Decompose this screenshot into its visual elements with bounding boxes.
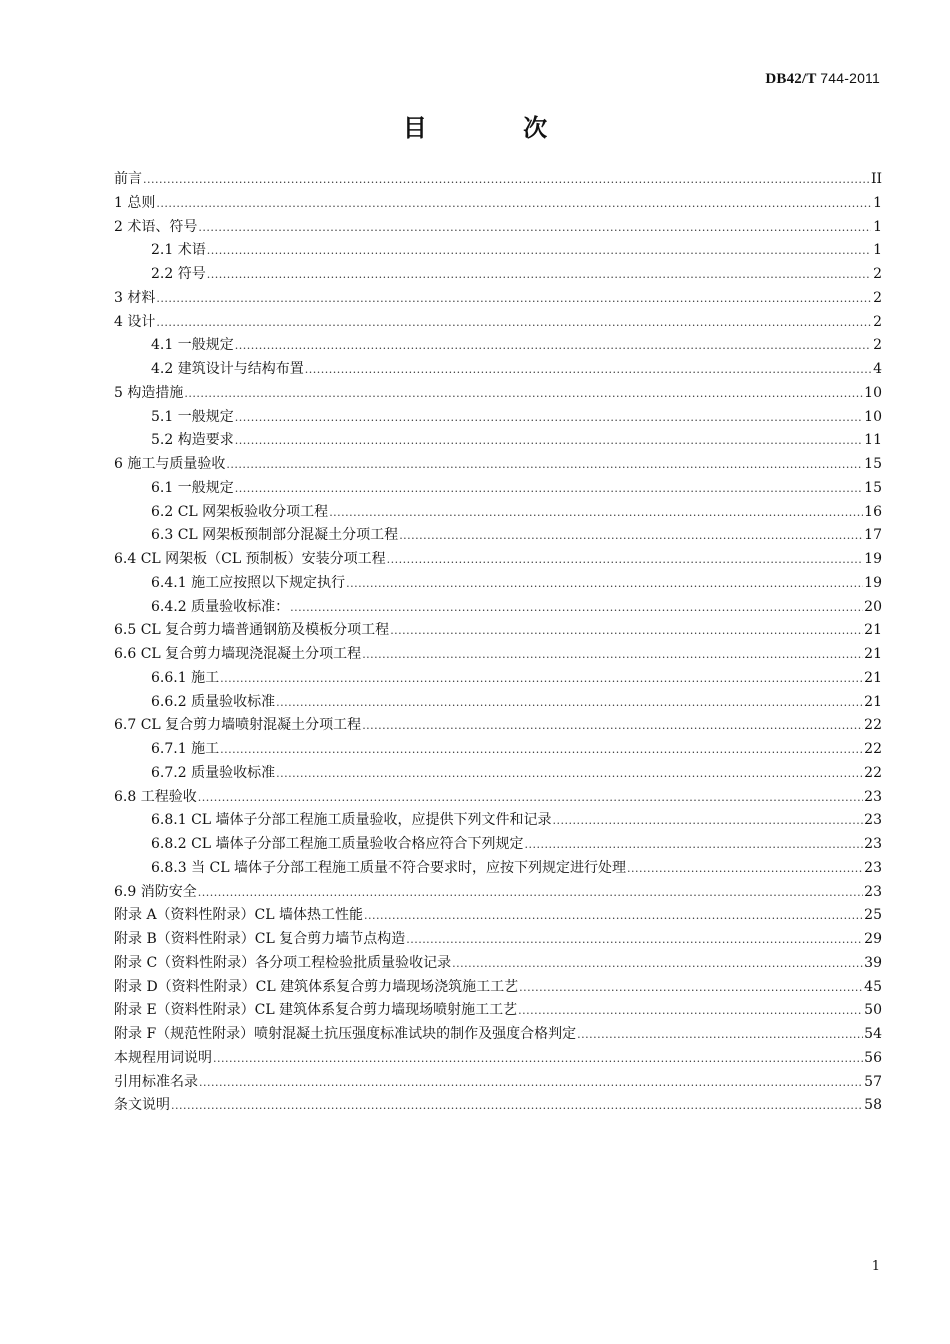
- toc-leader-dots: [226, 453, 863, 477]
- toc-entry-label: 1 总则: [114, 194, 156, 211]
- page-number: 1: [871, 1259, 880, 1274]
- toc-leader-dots: [553, 809, 864, 833]
- toc-entry[interactable]: [114, 881, 882, 905]
- toc-entry[interactable]: [114, 952, 882, 976]
- toc-entry-label: 5.2 构造要求: [151, 432, 234, 449]
- toc-leader-dots: [198, 216, 871, 240]
- toc-entry-label: 6 施工与质量验收: [114, 456, 226, 472]
- toc-entry-page: 4: [873, 361, 882, 377]
- toc-entry[interactable]: [114, 1071, 882, 1095]
- toc-entry-label: 附录 C（资料性附录）各分项工程检验批质量验收记录: [114, 954, 452, 971]
- toc-entry[interactable]: [114, 334, 882, 358]
- toc-leader-dots: [276, 762, 863, 786]
- toc-entry-page: 22: [864, 717, 882, 734]
- toc-entry-label: 6.4.1 施工应按照以下规定执行: [151, 574, 346, 591]
- toc-entry[interactable]: [114, 406, 882, 430]
- toc-entry-label: 本规程用词说明: [114, 1049, 212, 1066]
- toc-entry[interactable]: [114, 976, 882, 1000]
- toc-leader-dots: [207, 263, 871, 287]
- toc-entry-page: 2: [873, 266, 882, 282]
- toc-entry-page: 22: [864, 741, 882, 757]
- toc-leader-dots: [156, 192, 871, 216]
- toc-entry-label: 附录 E（资料性附录）CL 建筑体系复合剪力墙现场喷射施工工艺: [114, 1002, 518, 1019]
- toc-leader-dots: [156, 311, 871, 335]
- toc-leader-dots: [220, 738, 863, 762]
- toc-entry-page: 1: [873, 242, 882, 259]
- toc-leader-dots: [329, 501, 863, 525]
- toc-entry[interactable]: [114, 904, 882, 928]
- toc-entry-page: 21: [864, 669, 882, 686]
- toc-leader-dots: [452, 952, 863, 976]
- toc-entry[interactable]: [114, 287, 882, 311]
- toc-entry-page: 1: [873, 194, 882, 211]
- toc-entry-page: 21: [864, 693, 882, 710]
- toc-entry-label: 4.1 一般规定: [151, 337, 234, 354]
- toc-entry[interactable]: [114, 596, 882, 620]
- toc-entry-page: 50: [864, 1002, 882, 1019]
- toc-leader-dots: [235, 334, 871, 358]
- toc-entry[interactable]: [114, 738, 882, 762]
- toc-entry-page: 15: [864, 456, 882, 472]
- toc-leader-dots: [362, 643, 863, 667]
- toc-leader-dots: [207, 239, 871, 263]
- toc-entry-page: 23: [864, 836, 882, 852]
- toc-entry[interactable]: [114, 619, 882, 643]
- toc-entry-label: 6.5 CL 复合剪力墙普通钢筋及模板分项工程: [114, 622, 390, 639]
- toc-entry-label: 6.7 CL 复合剪力墙喷射混凝土分项工程: [114, 717, 362, 734]
- toc-leader-dots: [364, 904, 863, 928]
- toc-entry-page: 54: [864, 1026, 882, 1042]
- toc-entry[interactable]: [114, 572, 882, 596]
- toc-leader-dots: [198, 786, 863, 810]
- toc-leader-dots: [276, 691, 863, 715]
- toc-entry-page: 20: [864, 598, 882, 615]
- toc-entry-page: 21: [864, 646, 882, 662]
- toc-leader-dots: [406, 928, 863, 952]
- toc-entry-label: 6.7.2 质量验收标准: [151, 764, 276, 781]
- toc-entry-label: 4.2 建筑设计与结构布置: [151, 361, 304, 377]
- toc-entry-label: 2.1 术语: [151, 242, 206, 259]
- toc-entry-page: 39: [864, 954, 882, 971]
- toc-entry-label: 6.8.3 当 CL 墙体子分部工程施工质量不符合要求时，应按下列规定进行处理: [151, 859, 626, 876]
- toc-entry-label: 6.8 工程验收: [114, 788, 197, 805]
- toc-entry-label: 附录 B（资料性附录）CL 复合剪力墙节点构造: [114, 931, 406, 947]
- toc-entry[interactable]: [114, 477, 882, 501]
- toc-entry[interactable]: [114, 691, 882, 715]
- toc-entry[interactable]: [114, 358, 882, 382]
- toc-leader-dots: [156, 287, 871, 311]
- toc-entry[interactable]: [114, 192, 882, 216]
- toc-leader-dots: [220, 667, 863, 691]
- toc-entry-label: 6.8.2 CL 墙体子分部工程施工质量验收合格应符合下列规定: [151, 836, 524, 852]
- toc-entry[interactable]: [114, 1047, 882, 1071]
- toc-entry-page: 23: [864, 812, 882, 829]
- toc-entry[interactable]: [114, 382, 882, 406]
- toc-entry-label: 引用标准名录: [114, 1073, 198, 1090]
- toc-entry[interactable]: [114, 999, 882, 1023]
- toc-entry[interactable]: [114, 714, 882, 738]
- document-code: [765, 70, 880, 88]
- toc-entry[interactable]: [114, 928, 882, 952]
- toc-entry[interactable]: [114, 453, 882, 477]
- toc-entry-label: 6.9 消防安全: [114, 883, 197, 900]
- toc-entry-label: 6.6.2 质量验收标准: [151, 693, 276, 710]
- document-code-prefix: DB42/T: [765, 71, 817, 87]
- toc-leader-dots: [171, 1094, 863, 1118]
- toc-entry-label: 6.1 一般规定: [151, 479, 234, 496]
- toc-entry-label: 6.6 CL 复合剪力墙现浇混凝土分项工程: [114, 646, 362, 662]
- toc-entry-page: 10: [864, 408, 882, 425]
- toc-entry-page: 56: [864, 1049, 882, 1066]
- page-title: 目 次: [402, 114, 592, 142]
- toc-entry-label: 6.7.1 施工: [151, 741, 220, 757]
- toc-entry-page: 58: [864, 1097, 882, 1114]
- toc-entry-label: 附录 F（规范性附录）喷射混凝土抗压强度标准试块的制作及强度合格判定: [114, 1026, 577, 1042]
- table-of-contents: [114, 168, 882, 1118]
- toc-entry-page: 15: [864, 479, 882, 496]
- toc-entry-label: 4 设计: [114, 313, 156, 330]
- toc-entry-page: 19: [864, 551, 882, 567]
- toc-entry[interactable]: [114, 833, 882, 857]
- toc-entry[interactable]: [114, 1023, 882, 1047]
- toc-entry[interactable]: [114, 762, 882, 786]
- toc-entry[interactable]: [114, 429, 882, 453]
- toc-entry-label: 附录 A（资料性附录）CL 墙体热工性能: [114, 907, 364, 924]
- toc-entry-label: 条文说明: [114, 1097, 170, 1114]
- toc-leader-dots: [362, 714, 863, 738]
- toc-entry[interactable]: [114, 263, 882, 287]
- toc-leader-dots: [235, 429, 863, 453]
- toc-entry[interactable]: [114, 809, 882, 833]
- toc-entry[interactable]: [114, 216, 882, 240]
- toc-entry-page: 45: [864, 978, 882, 995]
- toc-entry[interactable]: [114, 667, 882, 691]
- toc-entry-label: 2 术语、符号: [114, 218, 198, 235]
- toc-entry-page: 21: [864, 622, 882, 639]
- toc-entry-label: 附录 D（资料性附录）CL 建筑体系复合剪力墙现场浇筑施工工艺: [114, 978, 519, 995]
- toc-entry-page: 2: [873, 313, 882, 330]
- toc-leader-dots: [198, 881, 863, 905]
- toc-entry-page: 16: [864, 503, 882, 520]
- toc-leader-dots: [346, 572, 863, 596]
- toc-leader-dots: [235, 477, 863, 501]
- toc-leader-dots: [390, 619, 863, 643]
- toc-entry-label: 6.8.1 CL 墙体子分部工程施工质量验收，应提供下列文件和记录: [151, 812, 552, 829]
- toc-entry-label: 6.4.2 质量验收标准：: [151, 598, 290, 615]
- toc-entry[interactable]: [114, 524, 882, 548]
- toc-entry-page: 10: [864, 384, 882, 401]
- toc-entry[interactable]: [114, 643, 882, 667]
- toc-leader-dots: [305, 358, 871, 382]
- toc-entry-page: 11: [864, 432, 882, 449]
- toc-leader-dots: [184, 382, 863, 406]
- toc-entry[interactable]: [114, 239, 882, 263]
- toc-entry[interactable]: [114, 501, 882, 525]
- toc-entry[interactable]: [114, 548, 882, 572]
- toc-entry-label: 3 材料: [114, 289, 156, 306]
- toc-leader-dots: [577, 1023, 863, 1047]
- toc-entry-label: 5 构造措施: [114, 384, 184, 401]
- toc-entry[interactable]: [114, 168, 882, 192]
- toc-entry-page: 2: [873, 289, 882, 306]
- toc-entry-page: 19: [864, 574, 882, 591]
- toc-leader-dots: [143, 168, 870, 192]
- toc-entry-page: 29: [864, 931, 882, 947]
- document-code-number: 744-2011: [820, 70, 880, 86]
- toc-entry-label: 前言: [114, 171, 142, 187]
- toc-leader-dots: [387, 548, 864, 572]
- toc-leader-dots: [199, 1071, 863, 1095]
- toc-entry-label: 6.3 CL 网架板预制部分混凝土分项工程: [151, 527, 399, 544]
- toc-entry-label: 2.2 符号: [151, 266, 206, 282]
- toc-entry-page: 2: [873, 337, 882, 354]
- toc-entry-page: 25: [864, 907, 882, 924]
- toc-leader-dots: [627, 857, 863, 881]
- toc-leader-dots: [235, 406, 863, 430]
- toc-entry[interactable]: [114, 786, 882, 810]
- toc-entry-page: 17: [864, 527, 882, 544]
- toc-entry-label: 6.6.1 施工: [151, 669, 220, 686]
- toc-entry[interactable]: [114, 1094, 882, 1118]
- toc-entry[interactable]: [114, 311, 882, 335]
- toc-entry-label: 6.2 CL 网架板验收分项工程: [151, 503, 329, 520]
- toc-leader-dots: [213, 1047, 863, 1071]
- toc-entry-label: 6.4 CL 网架板（CL 预制板）安装分项工程: [114, 551, 386, 567]
- toc-leader-dots: [518, 999, 863, 1023]
- toc-entry-page: II: [870, 171, 882, 187]
- toc-entry-page: 23: [864, 788, 882, 805]
- toc-leader-dots: [525, 833, 864, 857]
- toc-entry-page: 23: [864, 859, 882, 876]
- toc-leader-dots: [519, 976, 863, 1000]
- toc-entry-page: 23: [864, 883, 882, 900]
- toc-entry-label: 5.1 一般规定: [151, 408, 234, 425]
- toc-leader-dots: [399, 524, 863, 548]
- toc-entry[interactable]: [114, 857, 882, 881]
- toc-entry-page: 57: [864, 1073, 882, 1090]
- toc-leader-dots: [290, 596, 863, 620]
- toc-entry-page: 1: [873, 218, 882, 235]
- toc-entry-page: 22: [864, 764, 882, 781]
